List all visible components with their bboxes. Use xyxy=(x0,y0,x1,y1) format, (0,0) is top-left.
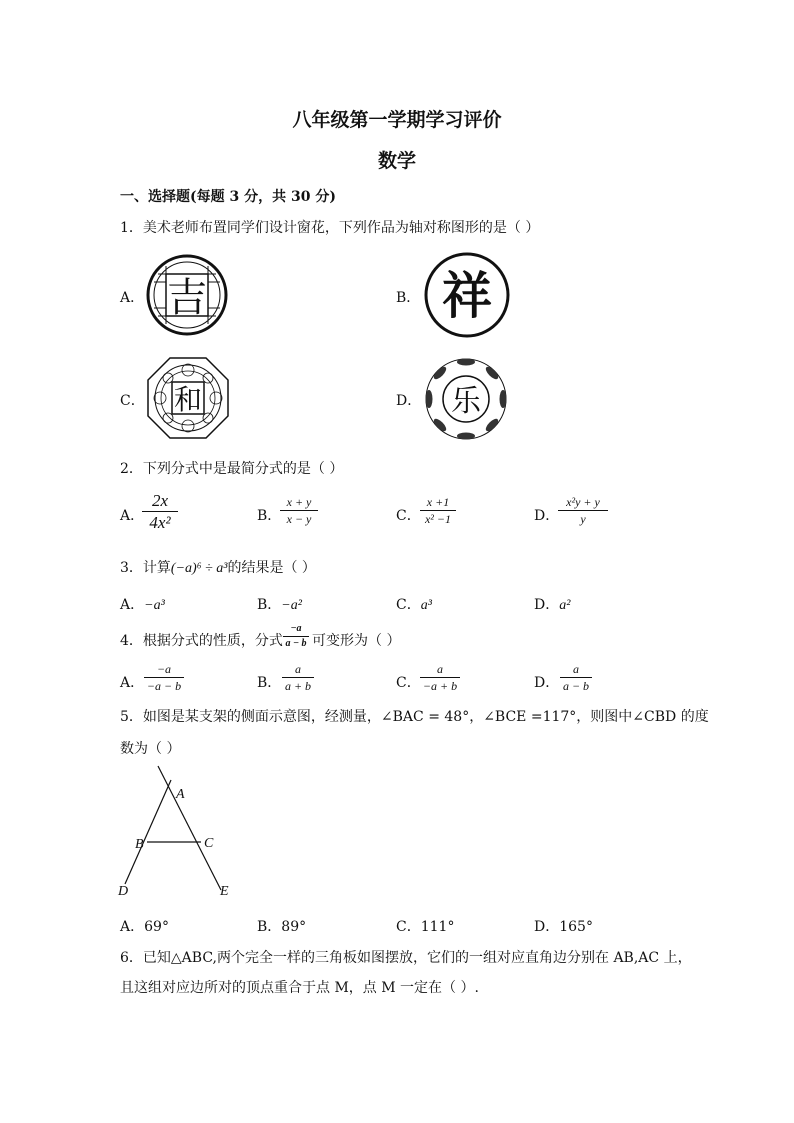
q2-c-numerator: x +1 xyxy=(426,495,450,509)
q2-option-b-fraction xyxy=(280,496,318,525)
q4-fraction-numerator: −a xyxy=(290,623,302,634)
q3-option-b-label: B． xyxy=(257,597,282,613)
q5-option-b xyxy=(257,916,306,936)
q4-option-b-fraction xyxy=(282,663,314,692)
q3-option-b xyxy=(257,594,302,614)
q3-expression: (−a)⁶ ÷ a³ xyxy=(170,561,228,576)
page-title: 八年级第一学期学习评价 xyxy=(292,109,502,131)
q4-option-a-fraction xyxy=(144,663,184,692)
question-4-pre: 4．根据分式的性质，分式 xyxy=(120,633,283,649)
q5-option-a xyxy=(120,916,169,936)
q4-option-d-label: D． xyxy=(534,675,560,691)
q5-option-c-label: C． xyxy=(396,919,421,935)
q4-option-b-label: B． xyxy=(257,675,282,691)
question-3-text xyxy=(120,557,316,577)
question-5-line-2: 数为（ ） xyxy=(120,741,181,757)
q2-option-b-label: B． xyxy=(257,508,282,524)
q5-option-d-value: 165° xyxy=(559,919,593,935)
q3-option-a xyxy=(120,594,165,614)
q2-option-d-fraction xyxy=(558,496,608,525)
q2-a-denominator: 4x² xyxy=(149,513,171,532)
q1-option-a-figure xyxy=(146,254,228,336)
q3-option-b-value: −a² xyxy=(281,598,302,613)
q5-option-d xyxy=(534,916,593,936)
q4-d-numerator: a xyxy=(573,662,579,676)
q5-option-b-value: 89° xyxy=(281,919,307,935)
q4-a-numerator: −a xyxy=(156,662,172,676)
q1-option-d-label: D． xyxy=(396,393,422,409)
q5-option-d-label: D． xyxy=(534,919,560,935)
q5-option-b-label: B． xyxy=(257,919,282,935)
q2-c-denominator: x² −1 xyxy=(424,512,452,526)
question-4-post: 可变形为（ ） xyxy=(312,633,401,649)
point-e-label: E xyxy=(220,884,229,899)
q2-b-numerator: x + y xyxy=(286,495,312,509)
q3-option-c xyxy=(396,594,432,614)
q4-option-a-label: A． xyxy=(120,675,145,691)
q2-d-numerator: x²y + y xyxy=(566,495,600,509)
q2-b-denominator: x − y xyxy=(286,512,312,526)
q3-option-a-label: A． xyxy=(120,597,145,613)
q2-option-c-fraction xyxy=(420,496,456,525)
point-c-label: C xyxy=(204,836,214,851)
q1-option-c-figure xyxy=(146,356,230,440)
line-ad xyxy=(125,780,171,884)
section-heading: 一、选择题(每题 3 分，共 30 分) xyxy=(120,189,336,205)
question-5-line-1: 5．如图是某支架的侧面示意图，经测量，∠BAC = 48°，∠BCE =117°，则图中∠CBD 的度 xyxy=(120,709,709,725)
q3-option-c-label: C． xyxy=(396,597,421,613)
q1-option-b-figure xyxy=(424,252,510,338)
q4-c-numerator: a xyxy=(437,662,443,676)
q2-option-c-label: C． xyxy=(396,508,421,524)
q3-option-a-value: −a³ xyxy=(144,598,165,613)
q4-d-denominator: a − b xyxy=(562,679,590,693)
q1-option-b-label: B． xyxy=(396,290,421,306)
point-a-label: A xyxy=(176,787,185,802)
q2-option-d-label: D． xyxy=(534,508,560,524)
q4-option-d-fraction xyxy=(560,663,592,692)
q1-option-b-char: 祥 xyxy=(442,266,492,325)
q1-option-d-figure xyxy=(423,356,509,442)
q1-option-a-label: A． xyxy=(120,290,145,306)
q1-option-c-char: 和 xyxy=(173,383,203,416)
q4-option-c-fraction xyxy=(420,663,460,692)
q3-option-d-label: D． xyxy=(534,597,560,613)
question-6-line-2: 且这组对应边所对的顶点重合于点 M，点 M 一定在（ ）. xyxy=(120,980,479,996)
q4-fraction-denominator: a − b xyxy=(285,638,307,649)
question-4-fraction xyxy=(283,624,309,649)
q1-option-c-label: C． xyxy=(120,393,145,409)
q2-option-a-label: A． xyxy=(120,508,145,524)
q2-option-a-fraction xyxy=(142,492,178,531)
q1-option-a-char: 吉 xyxy=(167,275,207,321)
q5-support-diagram xyxy=(110,762,250,902)
q3-option-c-value: a³ xyxy=(420,598,432,613)
q5-option-c xyxy=(396,916,454,936)
q2-d-denominator: y xyxy=(580,512,586,526)
q4-c-denominator: −a + b xyxy=(422,679,458,693)
q3-text-post: 的结果是（ ） xyxy=(227,560,316,576)
point-d-label: D xyxy=(118,884,129,899)
q2-a-numerator: 2x xyxy=(151,491,169,510)
question-6-line-1: 6．已知△ABC,两个完全一样的三角板如图摆放，它们的一组对应直角边分别在 AB,AC 上， xyxy=(120,950,692,966)
subject-title: 数学 xyxy=(377,150,416,172)
q5-option-a-value: 69° xyxy=(144,919,169,935)
question-1-text: 1．美术老师布置同学们设计窗花，下列作品为轴对称图形的是（ ） xyxy=(120,220,540,236)
point-b-label: B xyxy=(135,837,144,852)
q4-a-denominator: −a − b xyxy=(146,679,182,693)
q4-b-numerator: a xyxy=(295,662,301,676)
q3-option-d-value: a² xyxy=(559,598,571,613)
q4-b-denominator: a + b xyxy=(284,679,312,693)
line-ae xyxy=(158,766,221,890)
q3-text-pre: 3．计算 xyxy=(120,560,171,576)
q3-option-d xyxy=(534,594,570,614)
q4-option-c-label: C． xyxy=(396,675,421,691)
q1-option-d-char: 乐 xyxy=(451,384,481,419)
q5-option-a-label: A． xyxy=(120,919,145,935)
q5-option-c-value: 111° xyxy=(420,919,455,935)
question-2-text: 2．下列分式中是最简分式的是（ ） xyxy=(120,461,344,477)
